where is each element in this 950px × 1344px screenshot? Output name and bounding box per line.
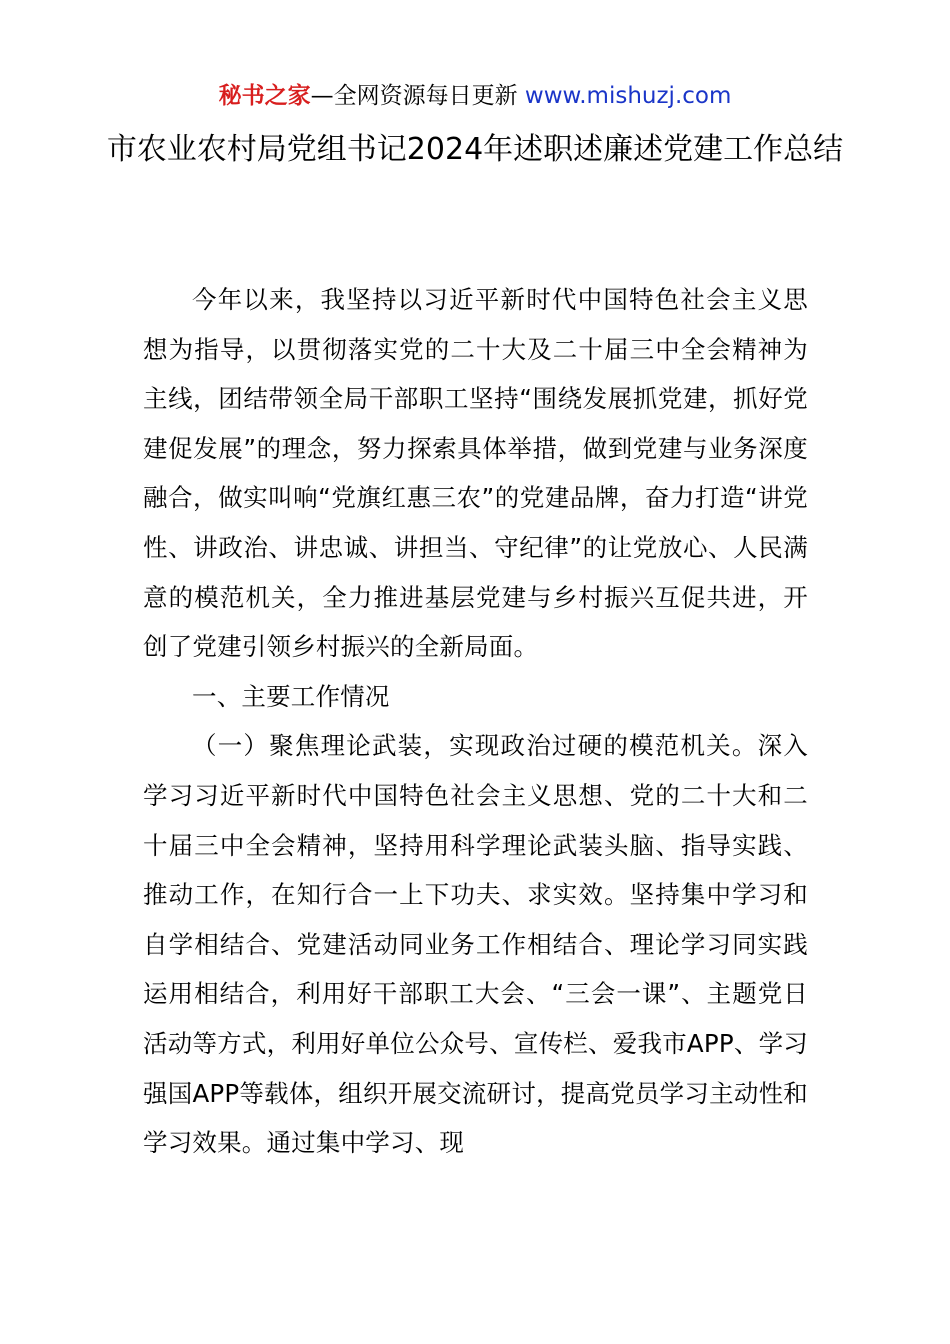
site-tagline: —全网资源每日更新 xyxy=(310,83,518,109)
site-banner xyxy=(0,78,950,114)
subsection-paragraph: （一）聚焦理论武装，实现政治过硬的模范机关。深入学习习近平新时代中国特色社会主义思想、党的二十大和二十届三中全会精神，坚持用科学理论武装头脑、指导实践、推动工作，在知行合一上下功夫、求实效。坚持集中学习和自学相结合、党建活动同业务工作相结合、理论学习同实践运用相结合，利用好干部职工大会、“三会一课”、主题党日活动等方式，利用好单位公众号、宣传栏、爱我市APP、学习强国APP等载体，组织开展交流研讨，提高党员学习主动性和学习效果。通过集中学习、现 xyxy=(143,731,808,1158)
intro-paragraph: 今年以来，我坚持以习近平新时代中国特色社会主义思想为指导，以贯彻落实党的二十大及二十届三中全会精神为主线，团结带领全局干部职工坚持“围绕发展抓党建，抓好党建促发展”的理念，努力探索具体举措，做到党建与业务深度融合，做实叫响“党旗红惠三农”的党建品牌，奋力打造“讲党性、讲政治、讲忠诚、讲担当、守纪律”的让党放心、人民满意的模范机关，全力推进基层党建与乡村振兴互促共进，开创了党建引领乡村振兴的全新局面。 xyxy=(143,285,808,662)
section-heading: 一、主要工作情况 xyxy=(192,681,390,711)
document-body xyxy=(143,275,808,1168)
site-url-link[interactable]: www.mishuzj.com xyxy=(524,83,732,109)
document-title: 市农业农村局党组书记2024年述职述廉述党建工作总结 xyxy=(106,132,844,167)
brand-name: 秘书之家 xyxy=(218,83,311,109)
